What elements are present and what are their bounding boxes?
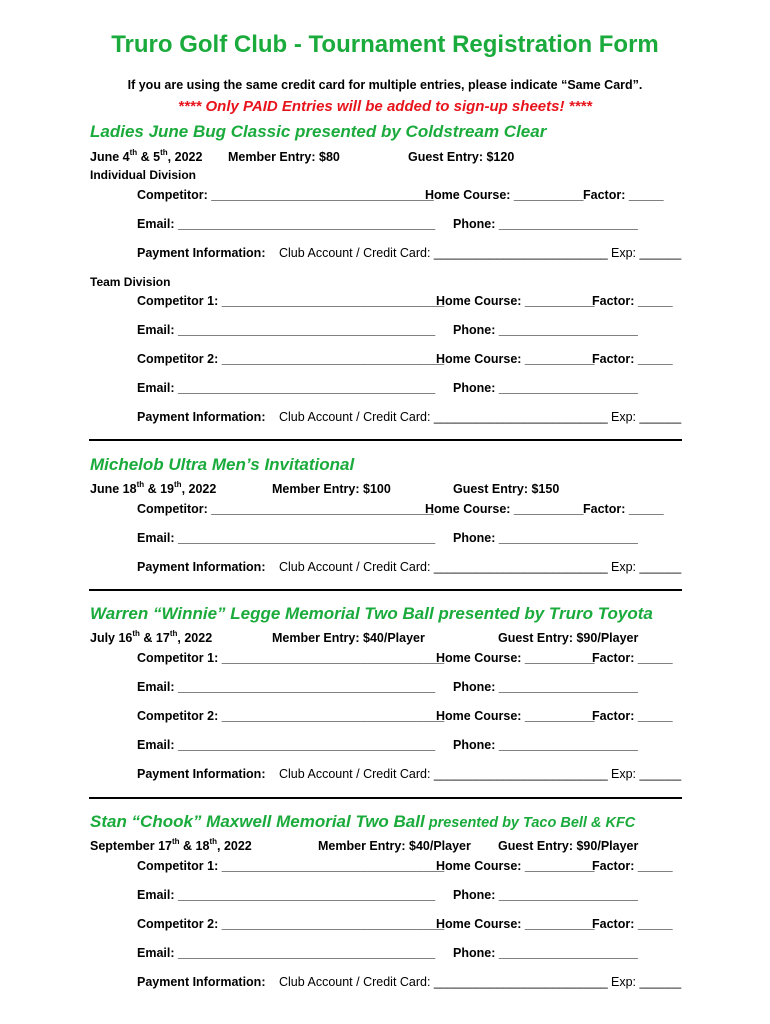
phone-field[interactable]: Phone: ____________________ — [453, 531, 638, 545]
phone-field[interactable]: Phone: ____________________ — [453, 680, 638, 694]
member-entry-fee: Member Entry: $80 — [228, 150, 340, 164]
page-title: Truro Golf Club - Tournament Registration Form — [111, 31, 659, 58]
competitor-1-field[interactable]: Competitor 1: ________________________________ — [137, 859, 445, 873]
team-division-label: Team Division — [90, 275, 171, 289]
event-date: July 16th & 17th, 2022 — [90, 629, 213, 645]
factor-field[interactable]: Factor: _____ — [592, 352, 673, 366]
section-title-winnie-legge: Warren “Winnie” Legge Memorial Two Ball presented by Truro Toyota — [90, 604, 653, 623]
home-course-field[interactable]: Home Course: __________ — [425, 188, 584, 202]
factor-field[interactable]: Factor: _____ — [592, 709, 673, 723]
factor-field[interactable]: Factor: _____ — [583, 502, 664, 516]
home-course-field[interactable]: Home Course: __________ — [436, 651, 595, 665]
expiry-field[interactable]: Exp: ______ — [611, 975, 682, 989]
payment-card-field[interactable]: Club Account / Credit Card: _________________________ — [279, 246, 608, 260]
home-course-field[interactable]: Home Course: __________ — [436, 859, 595, 873]
individual-division-label: Individual Division — [90, 168, 197, 182]
payment-card-field[interactable]: Club Account / Credit Card: _________________________ — [279, 410, 608, 424]
factor-field[interactable]: Factor: _____ — [592, 917, 673, 931]
home-course-field[interactable]: Home Course: __________ — [436, 709, 595, 723]
section-title-ladies-june-bug: Ladies June Bug Classic presented by Coldstream Clear — [90, 122, 547, 141]
event-date: June 4th & 5th, 2022 — [90, 148, 203, 164]
payment-information-label: Payment Information: — [137, 246, 266, 260]
expiry-field[interactable]: Exp: ______ — [611, 560, 682, 574]
email-field[interactable]: Email: _____________________________________ — [137, 738, 436, 752]
phone-field[interactable]: Phone: ____________________ — [453, 323, 638, 337]
email-field[interactable]: Email: _____________________________________ — [137, 323, 436, 337]
expiry-field[interactable]: Exp: ______ — [611, 246, 682, 260]
email-field[interactable]: Email: _____________________________________ — [137, 680, 436, 694]
home-course-field[interactable]: Home Course: __________ — [436, 294, 595, 308]
payment-information-label: Payment Information: — [137, 975, 266, 989]
phone-field[interactable]: Phone: ____________________ — [453, 888, 638, 902]
event-date: September 17th & 18th, 2022 — [90, 837, 252, 853]
email-field[interactable]: Email: _____________________________________ — [137, 946, 436, 960]
phone-field[interactable]: Phone: ____________________ — [453, 381, 638, 395]
section-divider — [89, 439, 682, 441]
payment-information-label: Payment Information: — [137, 410, 266, 424]
member-entry-fee: Member Entry: $100 — [272, 482, 391, 496]
payment-card-field[interactable]: Club Account / Credit Card: _________________________ — [279, 975, 608, 989]
section-title-chook-maxwell: Stan “Chook” Maxwell Memorial Two Ball presented by Taco Bell & KFC — [90, 812, 636, 831]
payment-card-field[interactable]: Club Account / Credit Card: _________________________ — [279, 767, 608, 781]
competitor-field[interactable]: Competitor: ________________________________ — [137, 188, 434, 202]
same-card-note: If you are using the same credit card for multiple entries, please indicate “Same Card”. — [127, 78, 643, 92]
payment-card-field[interactable]: Club Account / Credit Card: _________________________ — [279, 560, 608, 574]
competitor-2-field[interactable]: Competitor 2: ________________________________ — [137, 709, 445, 723]
phone-field[interactable]: Phone: ____________________ — [453, 217, 638, 231]
payment-information-label: Payment Information: — [137, 767, 266, 781]
guest-entry-fee: Guest Entry: $90/Player — [498, 631, 639, 645]
factor-field[interactable]: Factor: _____ — [592, 294, 673, 308]
event-date: June 18th & 19th, 2022 — [90, 480, 217, 496]
home-course-field[interactable]: Home Course: __________ — [436, 917, 595, 931]
section-divider — [89, 797, 682, 799]
home-course-field[interactable]: Home Course: __________ — [436, 352, 595, 366]
home-course-field[interactable]: Home Course: __________ — [425, 502, 584, 516]
competitor-2-field[interactable]: Competitor 2: ________________________________ — [137, 917, 445, 931]
competitor-1-field[interactable]: Competitor 1: ________________________________ — [137, 651, 445, 665]
section-divider — [89, 589, 682, 591]
guest-entry-fee: Guest Entry: $120 — [408, 150, 515, 164]
factor-field[interactable]: Factor: _____ — [583, 188, 664, 202]
expiry-field[interactable]: Exp: ______ — [611, 410, 682, 424]
paid-entries-notice: **** Only PAID Entries will be added to sign-up sheets! **** — [178, 98, 592, 115]
expiry-field[interactable]: Exp: ______ — [611, 767, 682, 781]
competitor-field[interactable]: Competitor: ________________________________ — [137, 502, 434, 516]
competitor-1-field[interactable]: Competitor 1: ________________________________ — [137, 294, 445, 308]
section-title-michelob-ultra: Michelob Ultra Men’s Invitational — [90, 455, 355, 474]
phone-field[interactable]: Phone: ____________________ — [453, 738, 638, 752]
guest-entry-fee: Guest Entry: $150 — [453, 482, 560, 496]
competitor-2-field[interactable]: Competitor 2: ________________________________ — [137, 352, 445, 366]
email-field[interactable]: Email: _____________________________________ — [137, 531, 436, 545]
guest-entry-fee: Guest Entry: $90/Player — [498, 839, 639, 853]
member-entry-fee: Member Entry: $40/Player — [318, 839, 471, 853]
email-field[interactable]: Email: _____________________________________ — [137, 888, 436, 902]
email-field[interactable]: Email: _____________________________________ — [137, 381, 436, 395]
factor-field[interactable]: Factor: _____ — [592, 859, 673, 873]
phone-field[interactable]: Phone: ____________________ — [453, 946, 638, 960]
email-field[interactable]: Email: _____________________________________ — [137, 217, 436, 231]
payment-information-label: Payment Information: — [137, 560, 266, 574]
member-entry-fee: Member Entry: $40/Player — [272, 631, 425, 645]
factor-field[interactable]: Factor: _____ — [592, 651, 673, 665]
